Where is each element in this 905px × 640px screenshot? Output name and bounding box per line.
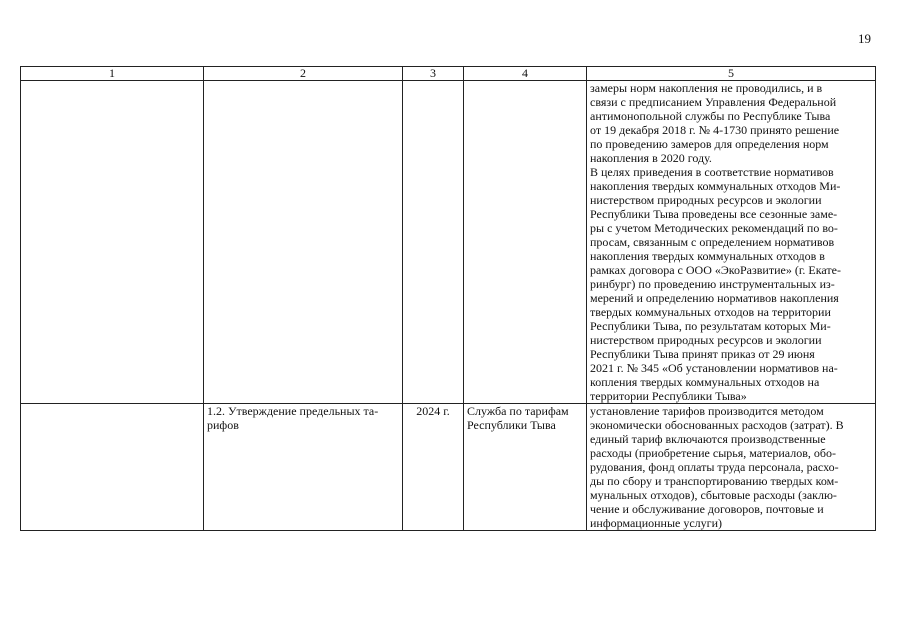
cell-r1-c1 [21, 81, 204, 404]
cell-r1-c4 [464, 81, 587, 404]
text-line: просам, связанным с определением нормативов [590, 235, 835, 249]
text-line: 2021 г. № 345 «Об установлении нормативов на- [590, 361, 838, 375]
text-line: мерений и определению нормативов накопления [590, 291, 839, 305]
cell-r2-c4 [464, 404, 587, 531]
text-line: копления твердых коммунальных отходов на [590, 375, 820, 389]
text-line: единый тариф включаются производственные [590, 432, 826, 446]
text-line: накопления твердых коммунальных отходов в [590, 249, 825, 263]
cell-r2-c3 [403, 404, 464, 531]
text-line: 1.2. Утверждение предельных та- [207, 404, 379, 418]
text-line: Республики Тыва, по результатам которых Ми- [590, 319, 831, 333]
text-line: рамках договора с ООО «ЭкоРазвитие» (г. Екате- [590, 263, 841, 277]
header-col-3: 3 [403, 67, 464, 81]
cell-r1-c3 [403, 81, 464, 404]
text-line: от 19 декабря 2018 г. № 4-1730 принято решение [590, 123, 840, 137]
cell-r2-c1 [21, 404, 204, 531]
table-row [21, 404, 876, 531]
text-line: экономически обоснованных расходов (затрат). В [590, 418, 844, 432]
text-line: нистерством природных ресурсов и экологии [590, 333, 822, 347]
text-line: твердых коммунальных отходов на территории [590, 305, 831, 319]
cell-r2-c2 [204, 404, 403, 531]
deadline-text: 2024 г. [416, 404, 450, 418]
cell-r1-c2 [204, 81, 403, 404]
table-row [21, 81, 876, 404]
text-line: ры с учетом Методических рекомендаций по во- [590, 221, 838, 235]
text-line: установление тарифов производится методом [590, 404, 824, 418]
text-line: по проведению замеров для определения норм [590, 137, 829, 151]
text-line: антимонопольной службы по Республике Тыва [590, 109, 831, 123]
header-col-2: 2 [204, 67, 403, 81]
text-line: накопления твердых коммунальных отходов Ми- [590, 179, 841, 193]
text-line: Служба по тарифам [467, 404, 569, 418]
text-line: информационные услуги) [590, 516, 723, 530]
text-line: расходы (приобретение сырья, материалов, обо- [590, 446, 836, 460]
text-line: связи с предписанием Управления Федеральной [590, 95, 837, 109]
header-col-5: 5 [587, 67, 876, 81]
text-line: нистерством природных ресурсов и экологии [590, 193, 822, 207]
cell-r1-c5 [587, 81, 876, 404]
text-line: рифов [207, 418, 239, 432]
text-line: ринбург) по проведению инструментальных из- [590, 277, 835, 291]
table-header-row [21, 67, 876, 81]
text-line: рудования, фонд оплаты труда персонала, расхо- [590, 460, 839, 474]
text-line: ды по сбору и транспортированию твердых ком- [590, 474, 839, 488]
header-col-1: 1 [21, 67, 204, 81]
text-line: Республики Тыва проведены все сезонные заме- [590, 207, 838, 221]
text-line: территории Республики Тыва» [590, 389, 747, 403]
page-number: 19 [858, 31, 871, 46]
text-line: мунальных отходов), сбытовые расходы (заклю- [590, 488, 837, 502]
text-line: В целях приведения в соответствие нормативов [590, 165, 834, 179]
text-line: замеры норм накопления не проводились, и в [590, 81, 823, 95]
text-line: накопления в 2020 году. [590, 151, 712, 165]
text-line: Республики Тыва [467, 418, 556, 432]
text-line: чение и обслуживание договоров, почтовые и [590, 502, 824, 516]
text-line: Республики Тыва принят приказ от 29 июня [590, 347, 815, 361]
document-table [20, 66, 876, 531]
cell-r2-c5 [587, 404, 876, 531]
header-col-4: 4 [464, 67, 587, 81]
